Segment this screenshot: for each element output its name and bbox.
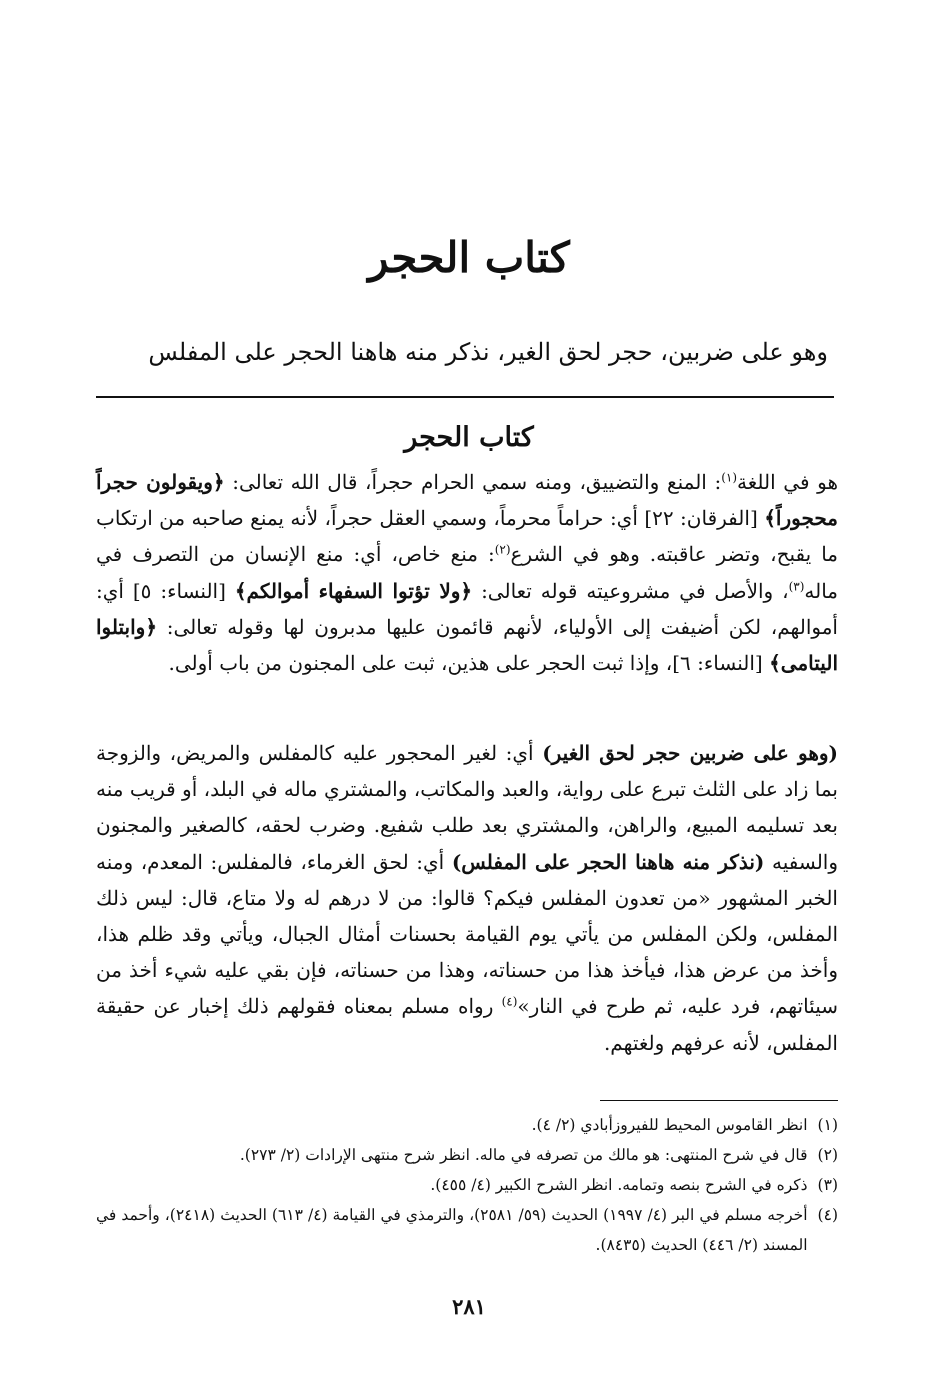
footnote-text: قال في شرح المنتهى: هو مالك من تصرفه في ماله. انظر شرح منتهى الإرادات (٢/ ٢٧٣). <box>239 1146 808 1164</box>
text-run: [الفرقان: ٢٢] أي: حراماً محرماً، وسمي العقل حجراً، لأنه يمنع صاحبه من ارتكاب ما يقبح، وتضر عاقبته. وهو في الشرع <box>96 506 839 567</box>
matn-text: وهو على ضربين، حجر لحق الغير، نذكر منه هاهنا الحجر على المفلس <box>148 338 828 366</box>
footnote-number: (٢) <box>817 1146 838 1164</box>
footnote <box>96 1170 838 1200</box>
page-number: ٢٨١ <box>452 1294 486 1319</box>
matn-quote: (نذكر منه هاهنا الحجر على المفلس) <box>451 849 765 874</box>
text-run: أي: لغير المحجور عليه كالمفلس والمريض، والزوجة بما زاد على الثلث تبرع على رواية، والعبد والمكاتب، والمشتري ماله في البلد، أو قريب منه بعد تسليمه المبيع، والراهن، والمشتري بعد طلب شفيع. وضرب لحقه، كالصغير والمجنون والسفيه <box>96 741 839 874</box>
quran-quote: ﴿وابتلوا اليتامى﴾ <box>96 614 838 676</box>
text-run: هو في اللغة <box>737 470 839 494</box>
footnotes <box>96 1110 838 1260</box>
text-run: ، والأصل في مشروعيته قوله تعالى: <box>472 578 789 603</box>
footnote-text: انظر القاموس المحيط للفيروزأبادي (٢/ ٤). <box>531 1116 808 1134</box>
footnote-ref-3: (٣) <box>788 578 805 593</box>
footnote-text: أخرجه مسلم في البر (٤/ ١٩٩٧) الحديث (٥٩/ ٢٥٨١)، والترمذي في القيامة (٤/ ٦١٣) الحديث (٢٤١٨)، وأحمد في المسند (٢/ ٤٤٦) الحديث (٨٤٣٥). <box>96 1206 808 1254</box>
text-run: [النساء: ٦]، وإذا ثبت الحجر على هذين، ثبت على المجنون من باب أولى. <box>168 651 770 676</box>
footnote-text: ذكره في الشرح بنصه وتمامه. انظر الشرح الكبير (٤/ ٤٥٥). <box>430 1176 808 1194</box>
text-run: [النساء: ٥] أي: أموالهم، لكن أضيفت إلى الأولياء، لأنهم قائمون عليها مدبرون لها وقوله تعالى: <box>96 578 838 639</box>
footnote-ref-4: (٤) <box>501 994 518 1009</box>
footnote-divider <box>600 1100 838 1101</box>
commentary-paragraph-1 <box>96 464 838 681</box>
footnote <box>96 1140 838 1170</box>
footnote-number: (٤) <box>817 1206 838 1224</box>
text-run: رواه مسلم بمعناه فقولهم ذلك إخبار عن حقيقة المفلس، لأنه عرفهم ولغتهم. <box>96 994 838 1055</box>
text-run: أي: لحق الغرماء، فالمفلس: المعدم، ومنه الخبر المشهور «من تعدون المفلس فيكم؟ قالوا: من لا درهم له ولا متاع، قال: ليس ذلك المفلس، ولكن المفلس من يأتي يوم القيامة بحسنات أمثال الجبال، ويأتي وقد ظلم هذا، وأخذ من عرض هذا، فيأخذ هذا من حسناته، وهذا من حسناته، فإن بقي عليه شيء أخذ من سيئاتهم، فرد عليه، ثم طرح في النار» <box>96 849 838 1019</box>
text-run: : المنع والتضييق، ومنه سمي الحرام حجراً، قال الله تعالى: <box>224 470 722 494</box>
quran-quote: ﴿ولا تؤتوا السفهاء أموالكم﴾ <box>234 578 473 603</box>
matn-quote: (وهو على ضربين حجر لحق الغير) <box>542 741 839 765</box>
main-divider <box>96 396 834 398</box>
text-run: : منع خاص، أي: منع الإنسان من التصرف في ماله <box>96 542 839 603</box>
footnote-number: (١) <box>817 1116 838 1134</box>
quran-quote: ﴿ويقولون حجراً محجوراً﴾ <box>96 470 838 531</box>
footnote <box>96 1110 838 1140</box>
footnote-ref-2: (٢) <box>494 542 511 557</box>
footnote-ref-1: (١) <box>721 470 738 485</box>
footnote <box>96 1200 838 1260</box>
footnote-number: (٣) <box>817 1176 838 1194</box>
commentary-paragraph-2 <box>96 735 838 1061</box>
section-title: كتاب الحجر <box>404 422 534 453</box>
chapter-title: كتاب الحجر <box>368 233 570 282</box>
